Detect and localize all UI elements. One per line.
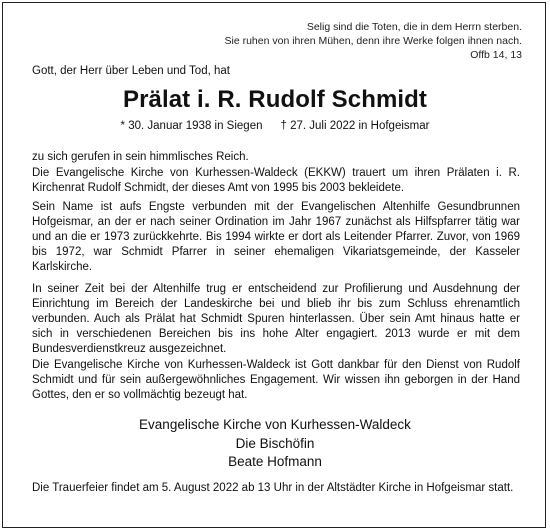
paragraph-gratitude: Die Evangelische Kirche von Kurhessen-Waldeck ist Gott dankbar für den Dienst von Rudolf Schmidt und für sein außergewöhnliches Engagement. Wir wissen ihn geborgen in der Hand Gottes, den er so vollmächtig bezeugt hat. — [32, 359, 520, 401]
called-home-line: zu sich gerufen in sein himmlisches Reich. — [32, 151, 249, 163]
quote-line-1: Selig sind die Toten, die in dem Herrn sterben. — [306, 21, 522, 33]
quote-line-2: Sie ruhen von ihren Mühen, denn ihre Werke folgen ihnen nach. — [224, 35, 522, 47]
signature-person: Beate Hofmann — [228, 454, 322, 469]
life-dates — [0, 119, 550, 134]
quote-reference: Offb 14, 13 — [470, 49, 522, 61]
bible-quote — [224, 20, 522, 62]
paragraph-ekkw-mourns: Die Evangelische Kirche von Kurhessen-Waldeck (EKKW) trauert um ihren Prälaten i. R. Kirchenrat Rudolf Schmidt, der dieses Amt von 1995 bis 2003 bekleidete. — [32, 167, 520, 194]
intro-line: Gott, der Herr über Leben und Tod, hat — [32, 65, 230, 77]
death-date: † 27. Juli 2022 in Hofgeismar — [280, 120, 430, 132]
signature-block — [0, 416, 550, 472]
deceased-name: Prälat i. R. Rudolf Schmidt — [122, 86, 428, 113]
signature-role: Die Bischöfin — [235, 435, 315, 451]
paragraph-career: Sein Name ist aufs Engste verbunden mit der Evangelischen Altenhilfe Gesundbrunnen Hofgeismar, an der er nach seiner Ordination im Jahr 1967 zunächst als Hilfspfarrer tätig war und an die er 1973 zurückkehrte. Bis 1994 wirkte er dort als Leitender Pfarrer. Zuvor, von 1969 bis 1972, war Schmidt Pfarrer in seiner ehemaligen Vikariatsgemeinde, der Kasseler Karlskirche. — [32, 201, 520, 273]
birth-date: * 30. Januar 1938 in Siegen — [120, 120, 263, 132]
signature-org: Evangelische Kirche von Kurhessen-Waldeck — [139, 417, 411, 432]
paragraph-legacy: In seiner Zeit bei der Altenhilfe trug er entscheidend zur Profilierung und Ausdehnung der Einrichtung im Bereich der Landeskirche bei und blieb ihr bis zum Schluss ehrenamtlich verbunden. Auch als Prälat hat Schmidt Spuren hinterlassen. Über sein Amt hinaus hatte er sich in verschiedenen Bereichen bis ins hohe Alter engagiert. 2013 wurde er mit dem Bundesverdienstkreuz ausgezeichnet. — [32, 283, 520, 355]
funeral-notice: Die Trauerfeier findet am 5. August 2022 ab 13 Uhr in der Altstädter Kirche in Hofgeismar statt. — [32, 482, 514, 494]
